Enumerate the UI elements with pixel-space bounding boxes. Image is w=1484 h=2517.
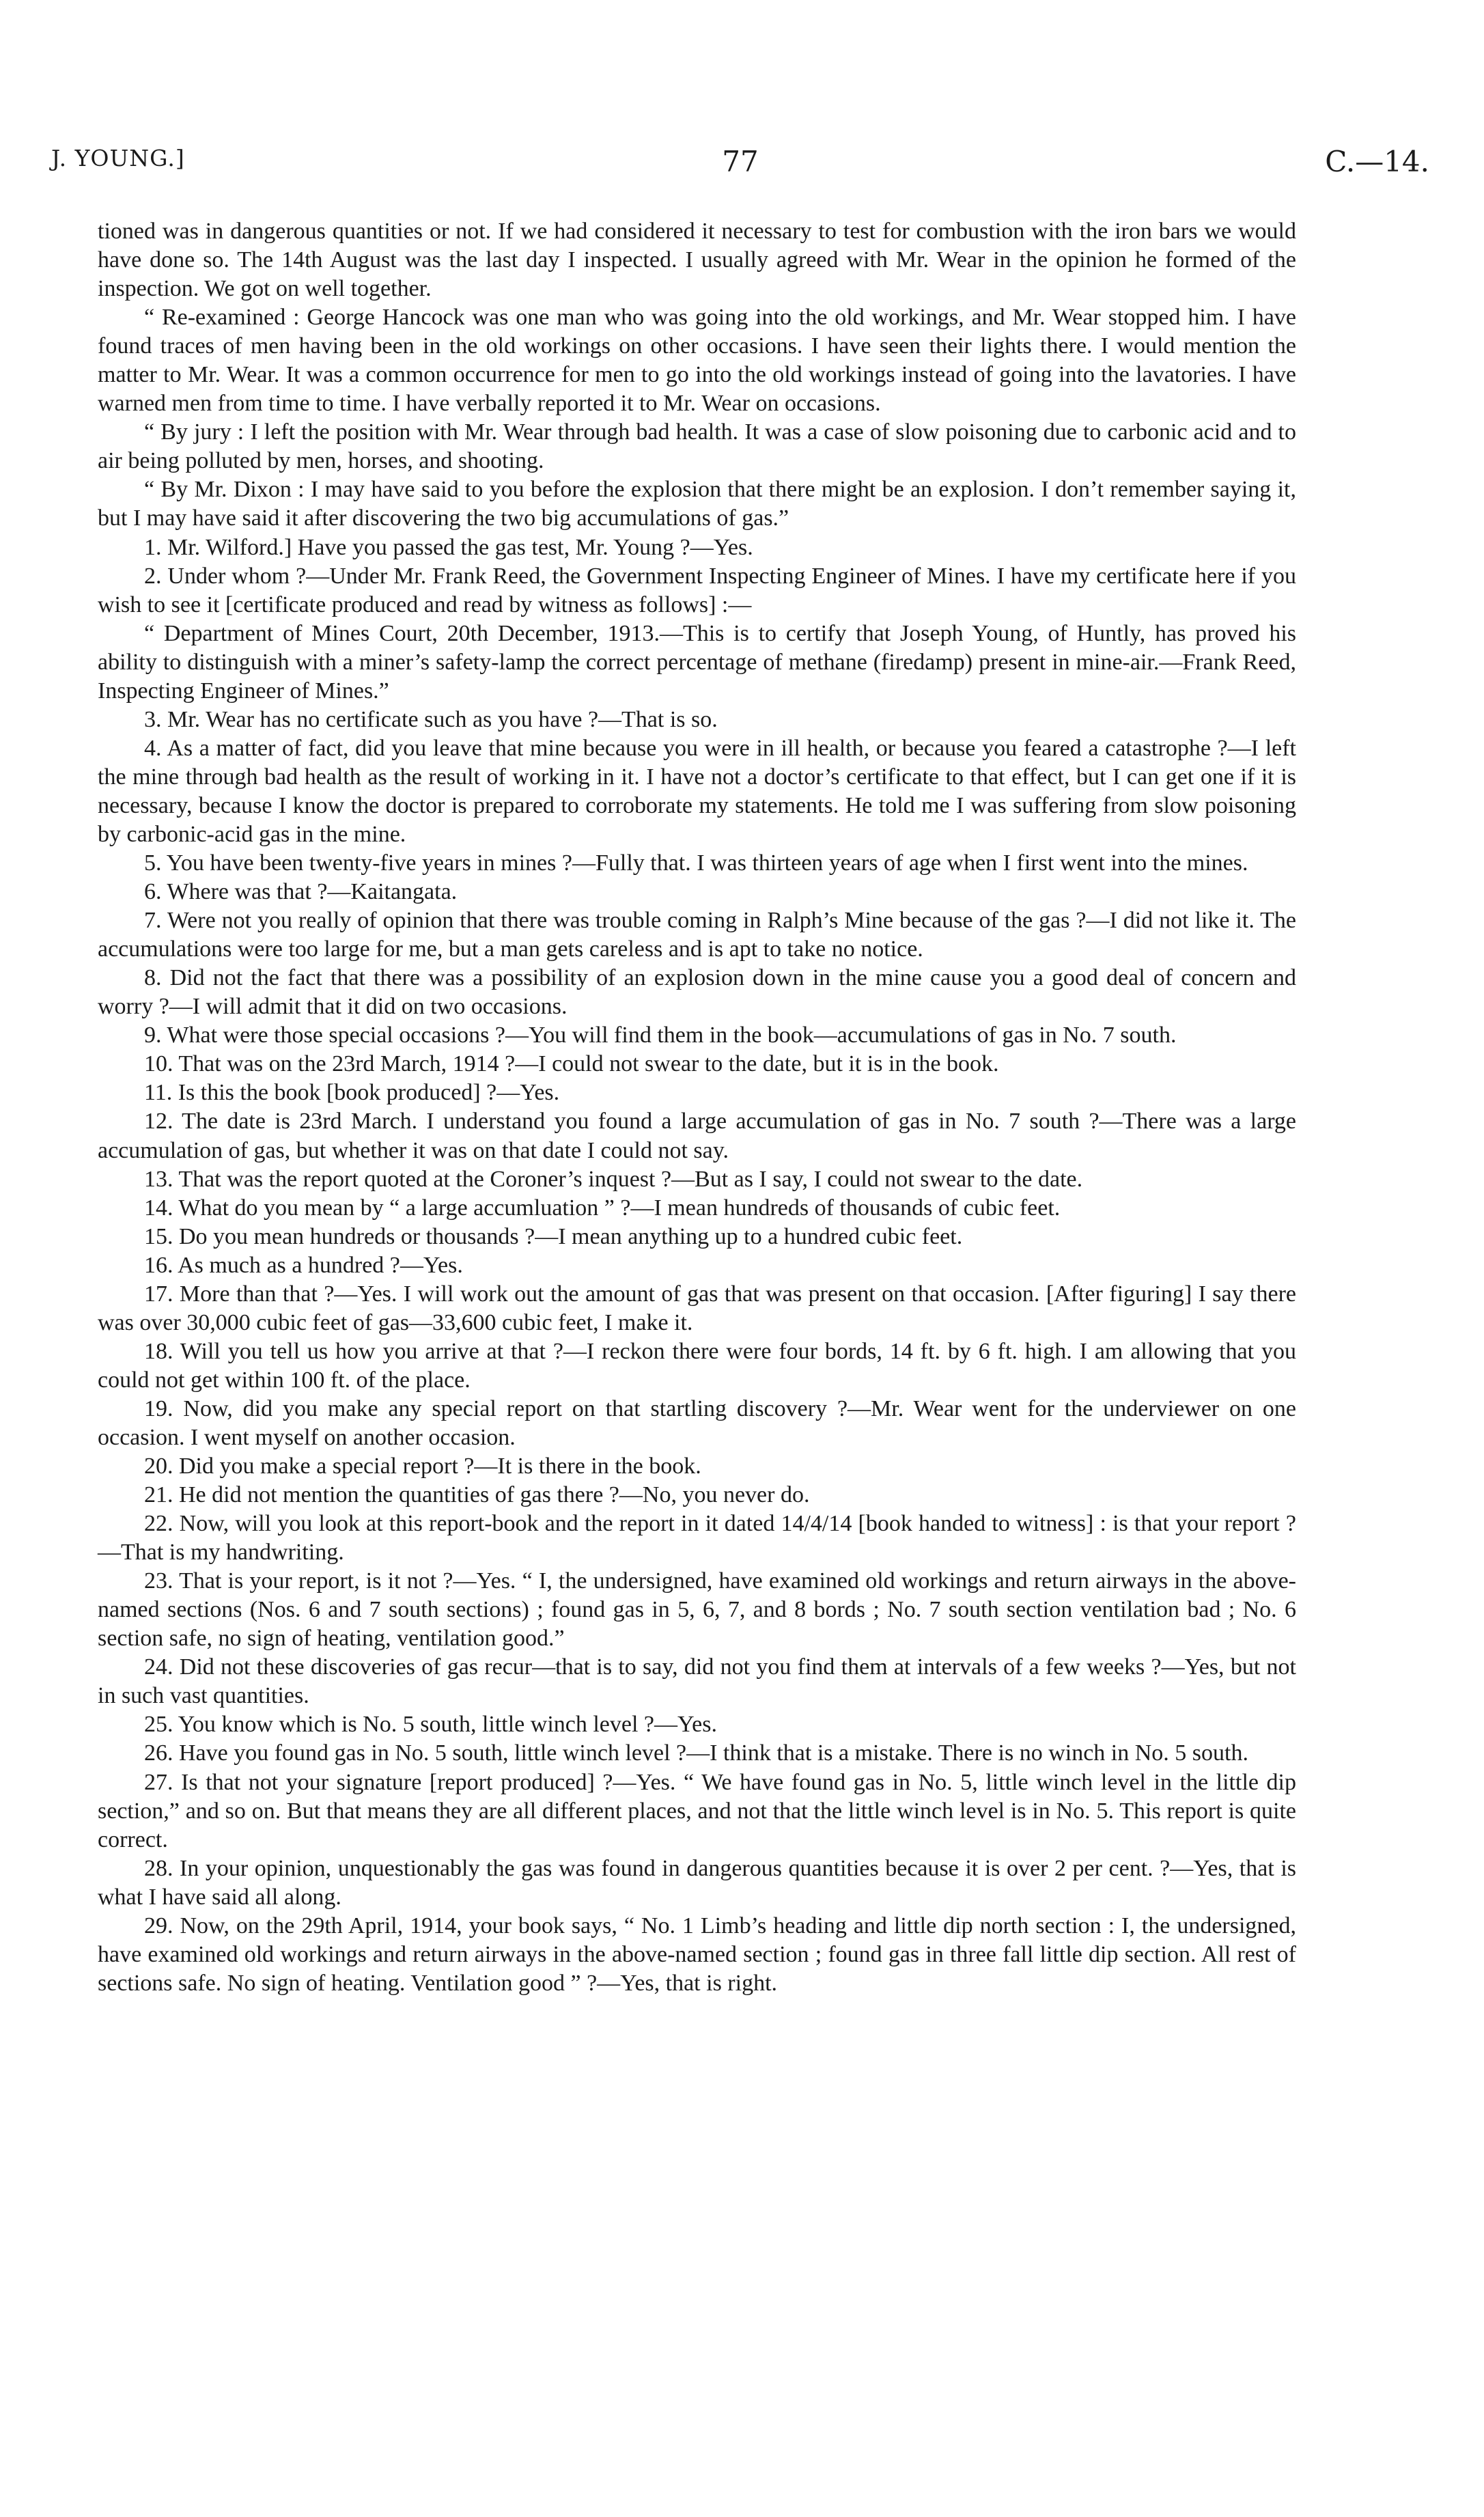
paragraph: “ By jury : I left the position with Mr. Wear through bad health. It was a case of slow poisoning due to carbonic acid and to air being polluted by men, horses, and shooting. [98,419,1296,474]
question: 19. Now, did you make any special report on that startling discovery ?—Mr. Wear went for the underviewer on one occasion. I went myself on another occasion. [98,1395,1296,1450]
question: 12. The date is 23rd March. I understand you found a large accumulation of gas in No. 7 south ?—There was a large accumulation of gas, but whether it was on that date I could not say. [98,1109,1296,1163]
paragraph: “ Re-examined : George Hancock was one man who was going into the old workings, and Mr. Wear stopped him. I have found traces of men having been in the old workings on other occasions. I have seen their lights there. I would mention the matter to Mr. Wear. It was a common occurrence for men to go into the old workings instead of going into the lavatories. I have warned men from time to time. I have verbally reported it to Mr. Wear on occasions. [98,305,1296,417]
question: 25. You know which is No. 5 south, little winch level ?—Yes. [144,1712,717,1738]
question: 3. Mr. Wear has no certificate such as you have ?—That is so. [144,706,718,732]
question: 28. In your opinion, unquestionably the gas was found in dangerous quantities because it is over 2 per cent. ?—Yes, that is what I have said all along. [98,1855,1296,1910]
certificate-quote: “ Department of Mines Court, 20th December, 1913.—This is to certify that Joseph Young, of Huntly, has proved his ability to distinguish with a miner’s safety-lamp the correct percentage of methane (firedamp) present in mine-air.—Frank Reed, Inspecting Engineer of Mines.” [98,620,1296,704]
question: 26. Have you found gas in No. 5 south, little winch level ?—I think that is a mistake. There is no winch in No. 5 south. [144,1740,1248,1766]
document-code: C.—14. [1325,145,1429,178]
question: 2. Under whom ?—Under Mr. Frank Reed, the Government Inspecting Engineer of Mines. I have my certificate here if you wish to see it [certificate produced and read by witness as follows] :— [98,563,1296,617]
question: 4. As a matter of fact, did you leave that mine because you were in ill health, or because you feared a catastrophe ?—I left the mine through bad health as the result of working in it. I have not a doctor’s certificate to that effect, but I can get one if it is necessary, because I know the doctor is prepared to corroborate my statements. He told me I was suffering from slow poisoning by carbonic-acid gas in the mine. [98,735,1296,847]
question: 11. Is this the book [book produced] ?—Yes. [144,1080,560,1106]
page-number: 77 [722,145,759,178]
question: 20. Did you make a special report ?—It is there in the book. [144,1454,701,1479]
body-text [98,217,1296,1998]
question: 21. He did not mention the quantities of gas there ?—No, you never do. [144,1482,810,1508]
question: 16. As much as a hundred ?—Yes. [144,1252,463,1278]
running-head [51,145,1429,186]
question: 5. You have been twenty-five years in mines ?—Fully that. I was thirteen years of age when I first went into the mines. [144,850,1248,876]
question: 23. That is your report, is it not ?—Yes. “ I, the undersigned, have examined old workings and return airways in the above-named sections (Nos. 6 and 7 south sections) ; found gas in 5, 6, 7, and 8 bords ; No. 7 south section ventilation bad ; No. 6 section safe, no sign of heating, ventilation good.” [98,1568,1296,1652]
question: 7. Were not you really of opinion that there was trouble coming in Ralph’s Mine because of the gas ?—I did not like it. The accumulations were too large for me, but a man gets careless and is apt to take no notice. [98,908,1296,962]
question: 15. Do you mean hundreds or thousands ?—I mean anything up to a hundred cubic feet. [144,1223,963,1249]
question: 8. Did not the fact that there was a possibility of an explosion down in the mine cause you a good deal of concern and worry ?—I will admit that it did on two occasions. [98,965,1296,1020]
question: 24. Did not these discoveries of gas recur—that is to say, did not you find them at intervals of a few weeks ?—Yes, but not in such vast quantities. [98,1654,1296,1709]
paragraph: “ By Mr. Dixon : I may have said to you before the explosion that there might be an explosion. I don’t remember saying it, but I may have said it after discovering the two big accumulations of gas.” [98,477,1296,531]
question: 27. Is that not your signature [report produced] ?—Yes. “ We have found gas in No. 5, little winch level in the little dip section,” and so on. But that means they are all different places, and not that the little winch level is in No. 5. This report is quite correct. [98,1769,1296,1852]
question: 9. What were those special occasions ?—You will find them in the book—accumulations of gas in No. 7 south. [144,1023,1177,1048]
question: 18. Will you tell us how you arrive at that ?—I reckon there were four bords, 14 ft. by 6 ft. high. I am allowing that you could not get within 100 ft. of the place. [98,1338,1296,1393]
witness-name: J. YOUNG.] [51,145,185,171]
paragraph: tioned was in dangerous quantities or not. If we had considered it necessary to test for combustion with the iron bars we would have done so. The 14th August was the last day I inspected. I usually agreed with Mr. Wear in the opinion he formed of the inspection. We got on well together. [98,219,1296,302]
question: 14. What do you mean by “ a large accumluation ” ?—I mean hundreds of thousands of cubic feet. [144,1195,1061,1221]
question: 17. More than that ?—Yes. I will work out the amount of gas that was present on that occasion. [After figuring] I say there was over 30,000 cubic feet of gas—33,600 cubic feet, I make it. [98,1281,1296,1335]
question: 1. Mr. Wilford.] Have you passed the gas test, Mr. Young ?—Yes. [144,534,753,560]
question: 10. That was on the 23rd March, 1914 ?—I could not swear to the date, but it is in the book. [144,1051,999,1077]
question: 6. Where was that ?—Kaitangata. [144,879,458,905]
question: 29. Now, on the 29th April, 1914, your book says, “ No. 1 Limb’s heading and little dip north section : I, the undersigned, have examined old workings and return airways in the above-named section ; found gas in three fall little dip section. All rest of sections safe. No sign of heating. Ventilation good ” ?—Yes, that is right. [98,1913,1296,1996]
question: 22. Now, will you look at this report-book and the report in it dated 14/4/14 [book handed to witness] : is that your report ?—That is my handwriting. [98,1511,1296,1566]
question: 13. That was the report quoted at the Coroner’s inquest ?—But as I say, I could not swear to the date. [144,1166,1083,1192]
